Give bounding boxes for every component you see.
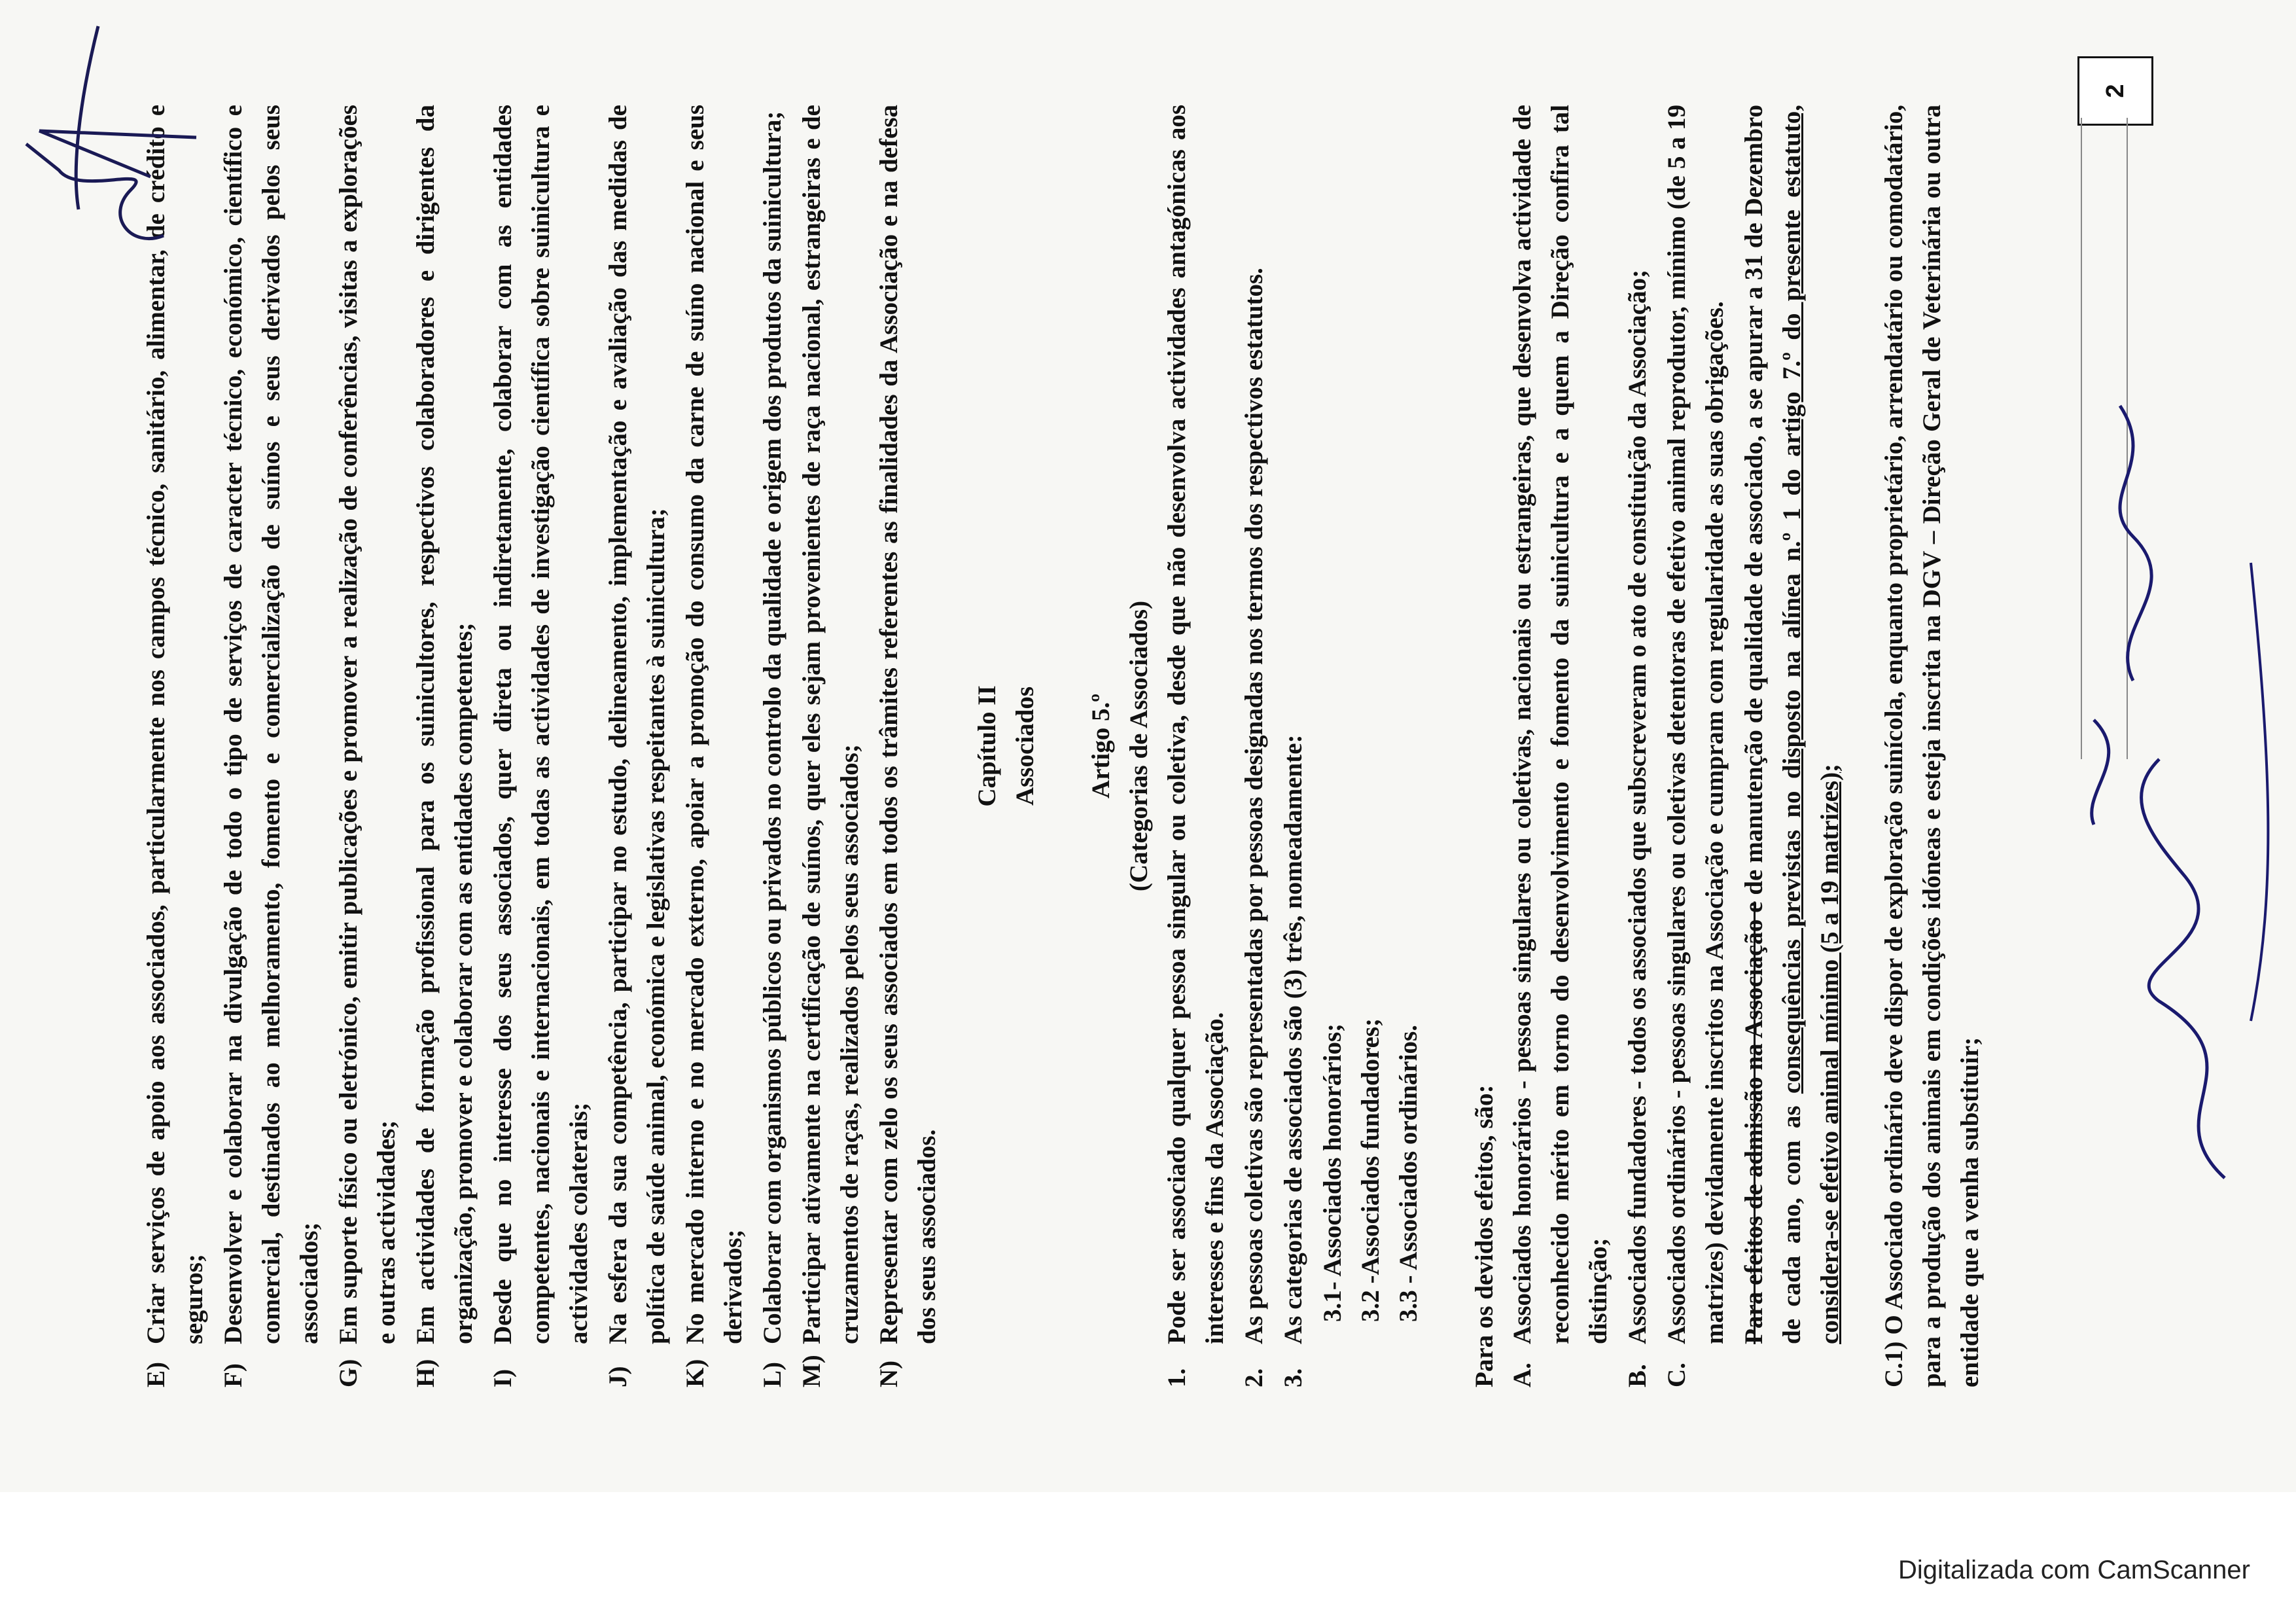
objective-item — [599, 105, 675, 1387]
effects-intro: Para os devidos efeitos, são: — [1470, 1084, 1498, 1387]
numbered-clause — [1275, 105, 1313, 1387]
category-item-text: Associados fundadores - todos os associados que subscreveram o ato de constituição da Associação; — [1623, 269, 1651, 1344]
objective-item-marker: I) — [489, 1368, 517, 1387]
numbered-clause-text: Pode ser associado qualquer pessoa singular ou coletiva, desde que não desenvolva actividades antagónicas aos interesses e fins da Associação. — [1163, 105, 1229, 1344]
objective-item-text: Desde que no interesse dos seus associados, quer direta ou indiretamente, colaborar com as entidades competentes, nacionais e internacionais, em todas as actividades de investigação científica sobre suinicultura e actividades colaterais; — [489, 105, 593, 1344]
objective-item — [407, 105, 483, 1387]
category-sublist — [1314, 105, 1428, 1387]
objective-item — [754, 105, 792, 1387]
objective-item-marker: K) — [681, 1359, 709, 1387]
category-definitions — [1504, 105, 1734, 1387]
handwritten-signatures — [2055, 366, 2290, 1217]
category-subitem: 3.1- Associados honorários; — [1318, 1023, 1347, 1322]
objective-item-text: Em suporte físico ou eletrónico, emitir publicações e promover a realização de conferências, visitas a explorações e outras actividades; — [334, 105, 400, 1344]
numbered-clause — [1158, 105, 1234, 1387]
objective-item-marker: L) — [758, 1362, 786, 1387]
objective-item — [215, 105, 328, 1387]
objective-item-marker: J) — [604, 1366, 632, 1387]
category-item-marker: B. — [1623, 1364, 1651, 1387]
struck-text: Para efeitos de admissão na Associação e — [1740, 901, 1768, 1344]
category-subitem: 3.3 - Associados ordinários. — [1394, 1025, 1422, 1322]
objective-item — [330, 105, 406, 1387]
numbered-clause-marker: 2. — [1240, 1368, 1268, 1387]
page-number: 2 — [2077, 56, 2153, 126]
objective-item-text: Criar serviços de apoio aos associados, particularmente nos campos técnico, sanitário, alimentar, de crédito e seguros; — [142, 105, 208, 1344]
category-item-text: Associados ordinários - pessoas singulares ou coletivas detentoras de efetivo animal reprodutor, mínimo (de 5 a 19 matrizes) devidamente inscritos na Associação e cumpram com regularidade as suas obrigações. — [1663, 105, 1729, 1344]
numbered-clauses — [1158, 105, 1313, 1387]
numbered-clause-text: As pessoas coletivas são representadas por pessoas designadas nos termos dos respectivos estatutos. — [1240, 268, 1268, 1344]
objectives-list — [137, 105, 946, 1387]
objective-item — [870, 105, 946, 1387]
article-title: Artigo 5.º — [1087, 693, 1115, 799]
article-subtitle: (Categorias de Associados) — [1125, 600, 1153, 892]
objective-item-marker: F) — [219, 1363, 247, 1387]
objective-item — [677, 105, 752, 1387]
numbered-clause-text: As categorias de associados são (3) três, nomeadamente: — [1279, 734, 1307, 1344]
numbered-clause-marker: 1. — [1163, 1368, 1191, 1387]
objective-item-marker: M) — [798, 1355, 826, 1387]
effects-paragraph: Para efeitos de admissão na Associação e de manutenção de qualidade de associado, a se apurar a 31 de Dezembro de cada ano, com as consequências previstas no disposto na alínea n.º 1 do artigo 7.º do presente estatuto, considera-se efetivo animal mínimo (5 a 19 matrizes); — [1740, 105, 1844, 1344]
objective-item-text: No mercado interno e no mercado externo, apoiar a promoção do consumo da carne de suíno nacional e seus derivados; — [681, 105, 747, 1344]
category-item — [1619, 105, 1657, 1387]
chapter-subtitle: Associados — [1011, 686, 1039, 806]
objective-item — [793, 105, 869, 1387]
objective-item-marker: H) — [412, 1359, 440, 1387]
category-item — [1658, 105, 1734, 1387]
objective-item-text: Em actividades de formação profissional para os suinicultores, respectivos colaboradores e dirigentes da organização, promover e colaborar com as entidades competentes; — [412, 105, 478, 1344]
category-item — [1504, 105, 1617, 1387]
numbered-clause-marker: 3. — [1279, 1368, 1307, 1387]
clause-c1: C.1) O Associado ordinário deve dispor de exploração suinícola, enquanto proprietário, arrendatário ou comodatário, para a produção dos animais em condições idóneas e esteja inscrita na DGV – Direção Geral de Veterinária ou outra entidade que a venha substituir; — [1880, 105, 1984, 1387]
numbered-clause — [1235, 105, 1273, 1387]
category-item-marker: C. — [1663, 1363, 1691, 1387]
objective-item-text: Representar com zelo os seus associados em todos os trâmites referentes as finalidades da Associação e na defesa dos seus associados. — [875, 105, 941, 1344]
category-item-marker: A. — [1508, 1363, 1536, 1387]
objective-item — [484, 105, 598, 1387]
objective-item-text: Participar ativamente na certificação de suínos, quer eles sejam provenientes de raça nacional, estrangeiras e de cruzamentos de raças, realizados pelos seus associados; — [798, 105, 864, 1344]
category-subitem: 3.2 -Associados fundadores; — [1356, 1018, 1385, 1322]
objective-item-marker: N) — [875, 1360, 903, 1387]
document-body — [137, 105, 1989, 1387]
objective-item-marker: E) — [142, 1362, 170, 1387]
scanner-watermark: Digitalizada com CamScanner — [1898, 1556, 2250, 1584]
handwritten-initials — [0, 0, 209, 275]
objective-item-text: Colaborar com organismos públicos ou privados no controlo da qualidade e origem dos produtos da suinicultura; — [758, 111, 786, 1344]
chapter-title: Capítulo II — [973, 685, 1001, 807]
category-item-text: Associados honorários - pessoas singulares ou coletivas, nacionais ou estrangeiras, que desenvolva actividade de reconhecido mérito em torno do desenvolvimento e fomento da suinicultura e a quem a Direção confira tal distinção; — [1508, 105, 1612, 1344]
objective-item-text: Na esfera da sua competência, participar no estudo, delineamento, implementação e avaliação das medidas de política de saúde animal, económica e legislativas respeitantes à suinicultura; — [604, 105, 670, 1344]
objective-item — [137, 105, 213, 1387]
objective-item-text: Desenvolver e colaborar na divulgação de todo o tipo de serviços de caracter técnico, económico, científico e comercial, destinados ao melhoramento, fomento e comercialização de suínos e seus derivados pelos seus associados; — [219, 105, 323, 1344]
underlined-text: consequências previstas no disposto na alínea n.º 1 do artigo 7.º do presente estatuto, considera-se efetivo animal mínimo (5 a 19 matrizes) — [1778, 105, 1844, 1344]
objective-item-marker: G) — [334, 1359, 362, 1387]
